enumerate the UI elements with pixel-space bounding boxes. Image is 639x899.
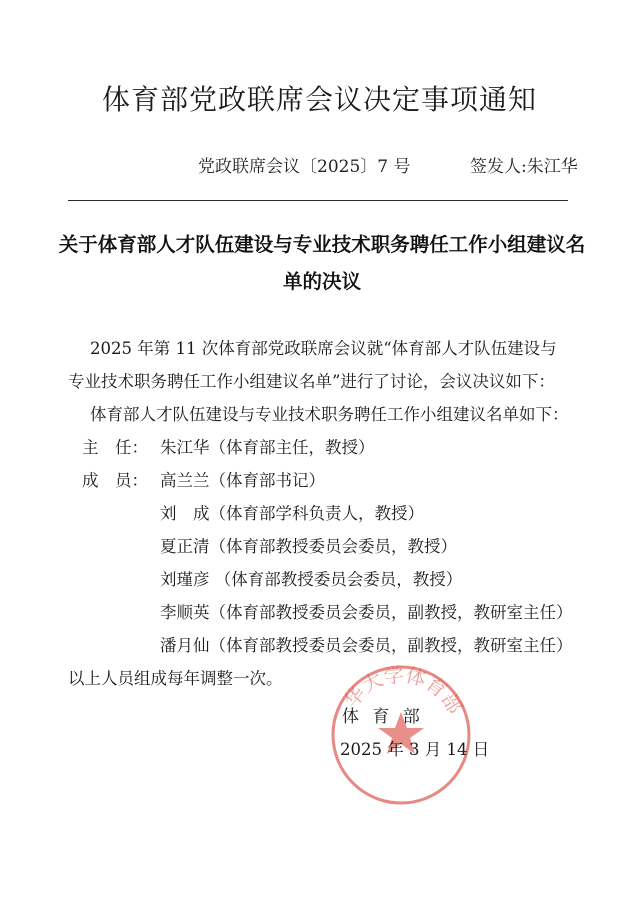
- header-divider: [68, 200, 568, 201]
- seal-graphic: [326, 660, 476, 810]
- paragraph-1-line-1: 2025 年第 11 次体育部党政联席会议就“体育部人才队伍建设与: [90, 339, 557, 358]
- director-role-label: 主 任：: [82, 438, 148, 457]
- closing-statement: 以上人员组成每年调整一次。: [68, 669, 283, 688]
- subject-heading: [52, 226, 592, 300]
- roster-members-row: [82, 464, 602, 497]
- official-seal: [326, 660, 476, 810]
- document-number: 党政联席会议〔2025〕7 号: [198, 157, 411, 177]
- roster-director-row: [82, 431, 602, 464]
- notice-body: [68, 332, 602, 695]
- member-entry: 刘瑾彦 （体育部教授委员会委员，教授）: [160, 570, 463, 589]
- members-role-label: 成 员：: [82, 471, 148, 490]
- director-entry: 朱江华（体育部主任，教授）: [160, 438, 375, 457]
- paragraph-2: 体育部人才队伍建设与专业技术职务聘任工作小组建议名单如下：: [90, 405, 569, 424]
- seal-text: 华大学体育部: [339, 662, 468, 718]
- subject-line-1: 关于体育部人才队伍建设与专业技术职务聘任工作小组建议名: [58, 233, 586, 256]
- member-entry: 李顺英（体育部教授委员会委员，副教授，教研室主任）: [160, 603, 573, 622]
- notice-title: 体育部党政联席会议决定事项通知: [101, 83, 537, 116]
- subject-line-2: 单的决议: [282, 270, 361, 293]
- member-entry: 夏正清（体育部教授委员会委员，教授）: [160, 537, 457, 556]
- member-entry: 刘 成（体育部学科负责人，教授）: [160, 504, 424, 523]
- issuing-department: 体 育 部: [342, 707, 424, 727]
- signer: 签发人:朱江华: [470, 157, 578, 177]
- member-entry: 高兰兰（体育部书记）: [160, 471, 325, 490]
- issue-date: 2025 年 3 月 14 日: [340, 740, 490, 759]
- paragraph-1-line-2: 专业技术职务聘任工作小组建议名单”进行了讨论，会议决议如下：: [68, 372, 555, 391]
- member-entry: 潘月仙（体育部教授委员会委员，副教授，教研室主任）: [160, 636, 573, 655]
